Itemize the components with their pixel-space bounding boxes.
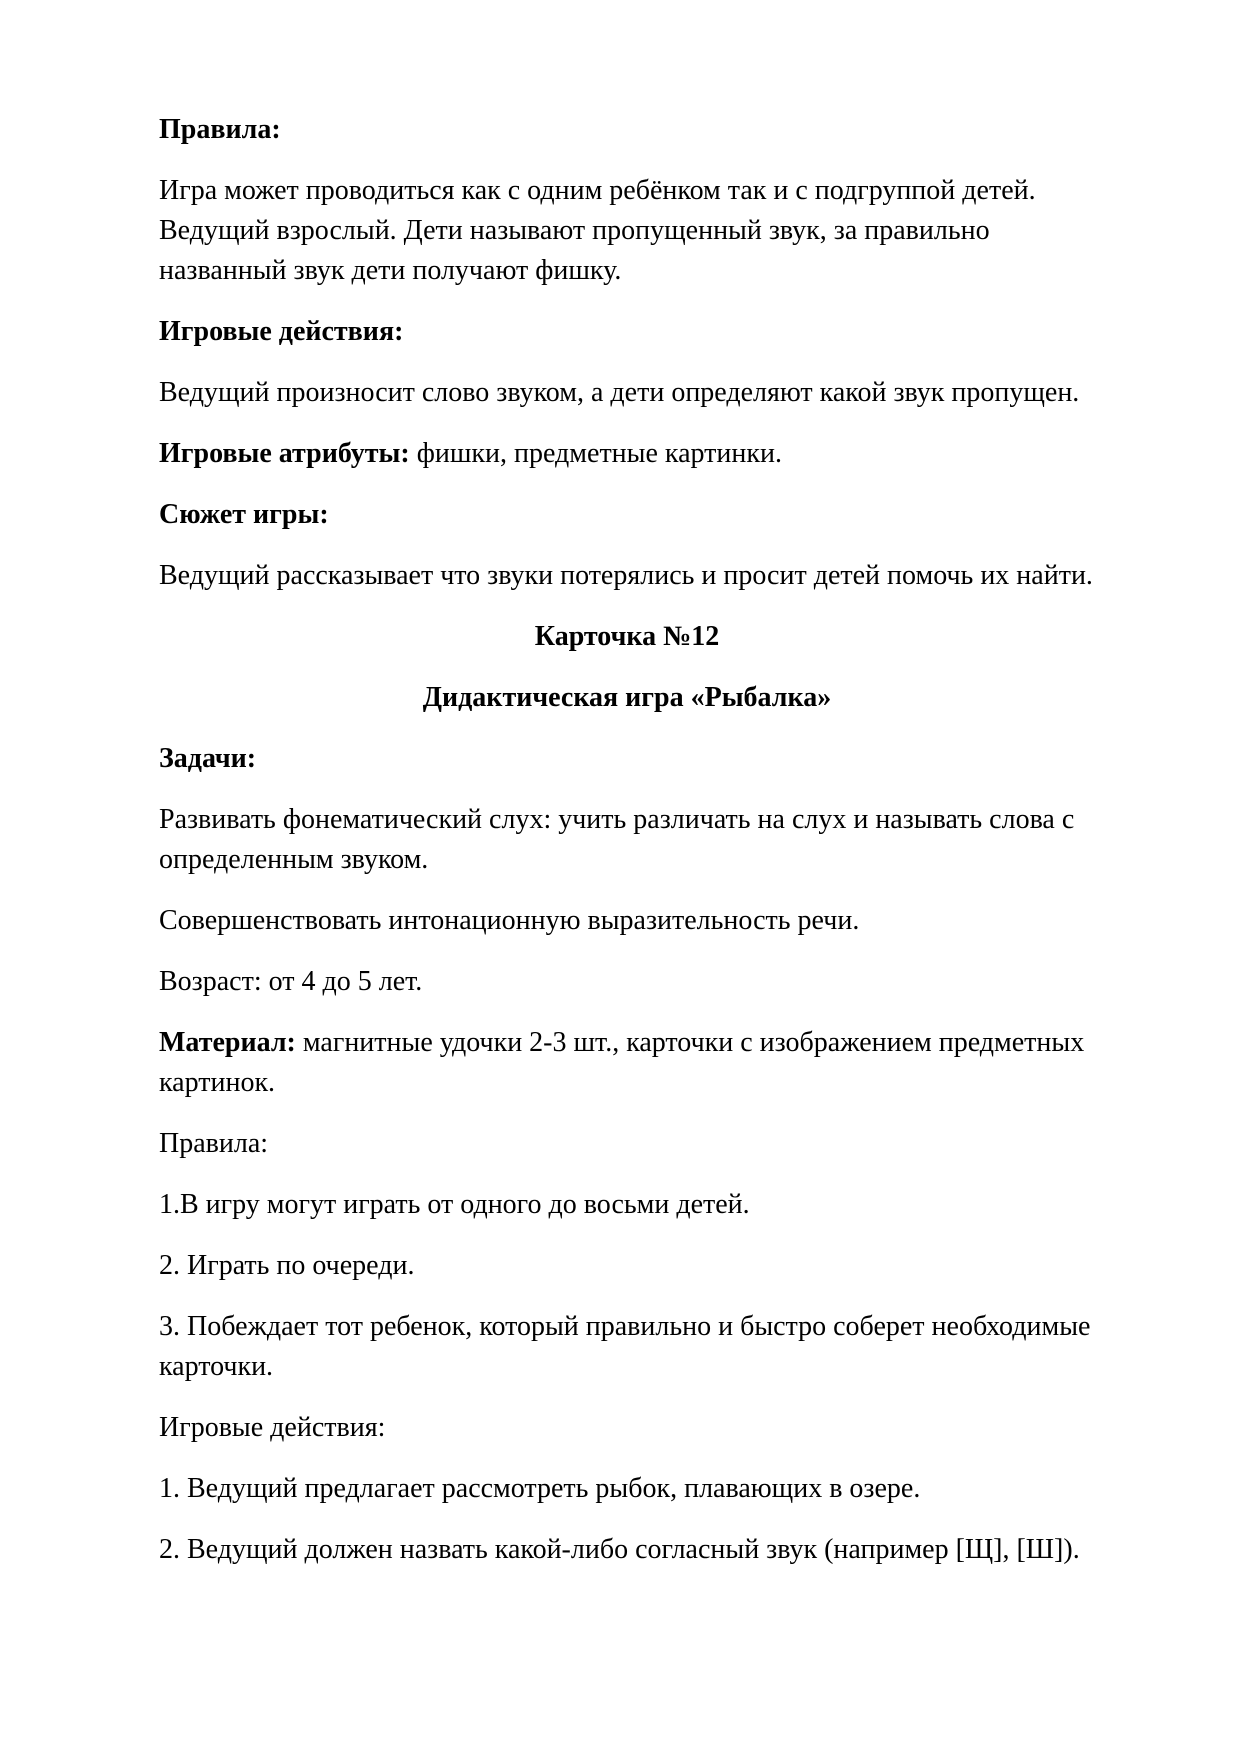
material-label: Материал:	[159, 1027, 296, 1058]
section-heading-game-actions: Игровые действия:	[159, 316, 404, 347]
section-heading-game-plot: Сюжет игры:	[159, 499, 329, 530]
subsection-rules: Правила:	[159, 1128, 269, 1159]
paragraph-age: Возраст: от 4 до 5 лет.	[159, 966, 423, 997]
game-title-heading: Дидактическая игра «Рыбалка»	[422, 682, 832, 713]
rule-item-1: 1.В игру могут играть от одного до восьми детей.	[159, 1189, 750, 1220]
paragraph-game-plot-description: Ведущий рассказывает что звуки потерялись и просит детей помочь их найти.	[159, 560, 1093, 591]
paragraph-task-phonemic-hearing: Развивать фонематический слух: учить различать на слух и называть слова с определенным звуком.	[159, 804, 1075, 875]
game-action-item-1: 1. Ведущий предлагает рассмотреть рыбок, плавающих в озере.	[159, 1473, 921, 1504]
section-heading-rules: Правила:	[159, 114, 281, 145]
section-heading-tasks: Задачи:	[159, 743, 257, 774]
card-number-heading: Карточка №12	[534, 621, 720, 652]
paragraph-rules-description: Игра может проводиться как с одним ребёнком так и с подгруппой детей. Ведущий взрослый. Дети называют пропущенный звук, за правильно названный звук дети получают фишку.	[159, 175, 1036, 286]
game-action-item-2: 2. Ведущий должен назвать какой-либо согласный звук (например [Щ], [Ш]).	[159, 1534, 1080, 1565]
subsection-game-actions: Игровые действия:	[159, 1412, 386, 1443]
rule-item-2: 2. Играть по очереди.	[159, 1250, 415, 1281]
paragraph-task-intonation: Совершенствовать интонационную выразительность речи.	[159, 905, 860, 936]
game-attributes-value: фишки, предметные картинки.	[409, 438, 782, 469]
paragraph-material	[159, 1023, 1095, 1103]
material-value: магнитные удочки 2-3 шт., карточки с изображением предметных картинок.	[159, 1027, 1085, 1098]
game-attributes-label: Игровые атрибуты:	[159, 438, 410, 469]
paragraph-game-actions-description: Ведущий произносит слово звуком, а дети определяют какой звук пропущен.	[159, 377, 1080, 408]
paragraph-game-attributes	[159, 434, 1095, 474]
rule-item-3: 3. Побеждает тот ребенок, который правильно и быстро соберет необходимые карточки.	[159, 1311, 1091, 1382]
